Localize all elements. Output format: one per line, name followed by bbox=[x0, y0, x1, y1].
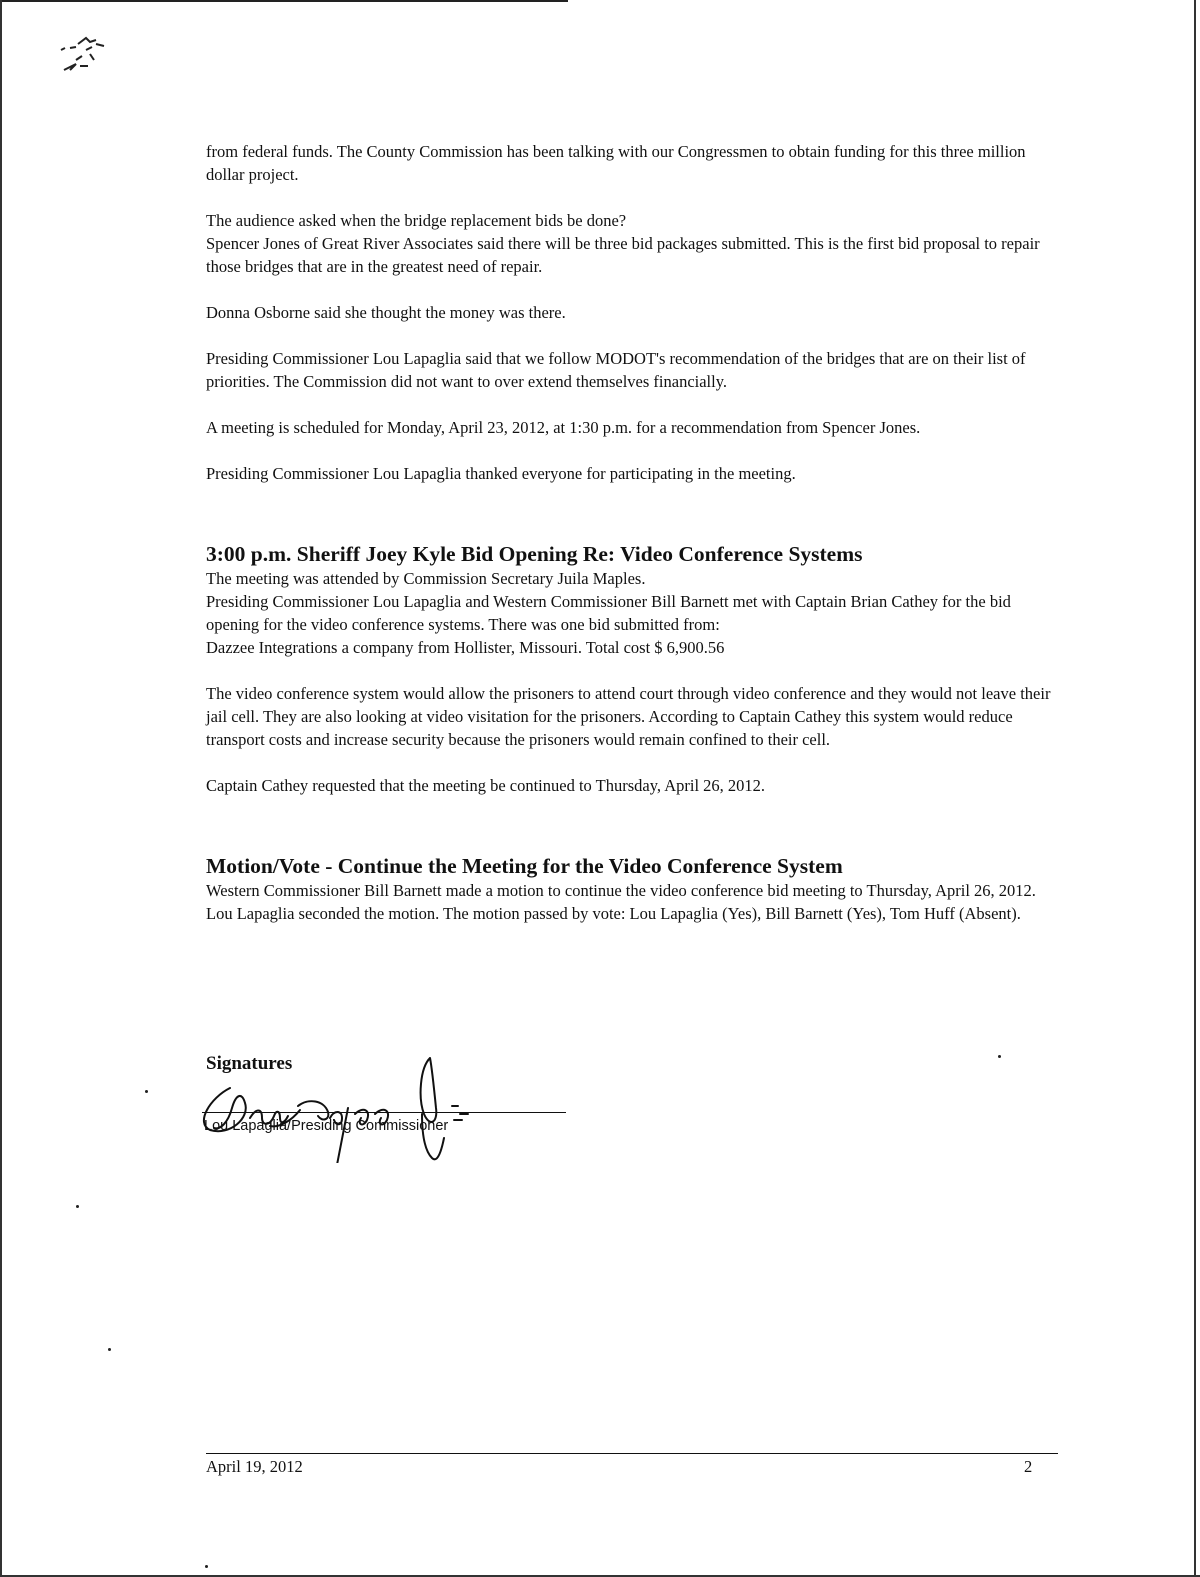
signature-caption: Lou Lapaglia/Presiding Commissioner bbox=[204, 1118, 449, 1134]
scan-left-edge bbox=[0, 0, 2, 1577]
body-paragraph: Captain Cathey requested that the meeting be continued to Thursday, April 26, 2012. bbox=[206, 776, 766, 795]
signatures-heading: Signatures bbox=[206, 1053, 293, 1074]
section-line: Presiding Commissioner Lou Lapaglia and Western Commissioner Bill Barnett met with Captain Brian Cathey for the bid opening for the video conference systems. There was one bid submitted from: bbox=[206, 592, 1011, 634]
body-paragraph: The video conference system would allow the prisoners to attend court through video conference and they would not leave their jail cell. They are also looking at video visitation for the prisoners. According to Captain Cathey this system would reduce transport costs and increase security because the prisoners would remain confined to their cell. bbox=[206, 684, 1051, 749]
section-heading: Motion/Vote - Continue the Meeting for the Video Conference System bbox=[206, 854, 843, 878]
scan-smudge-mark bbox=[56, 30, 156, 90]
body-paragraph: Presiding Commissioner Lou Lapaglia thanked everyone for participating in the meeting. bbox=[206, 464, 796, 483]
footer-rule bbox=[206, 1453, 1058, 1454]
handwritten-signature bbox=[190, 1048, 490, 1163]
body-paragraph: from federal funds. The County Commission has been talking with our Congressmen to obtain funding for this three million dollar project. bbox=[206, 142, 1026, 184]
document-body bbox=[206, 140, 1066, 925]
scan-speck bbox=[205, 1565, 208, 1568]
body-paragraph: Presiding Commissioner Lou Lapaglia said that we follow MODOT's recommendation of the bridges that are on their list of priorities. The Commission did not want to over extend themselves financially. bbox=[206, 349, 1026, 391]
scan-speck bbox=[998, 1055, 1001, 1058]
body-paragraph: A meeting is scheduled for Monday, April 23, 2012, at 1:30 p.m. for a recommendation from Spencer Jones. bbox=[206, 418, 921, 437]
scan-speck bbox=[108, 1348, 111, 1351]
signature-line bbox=[202, 1112, 566, 1113]
footer-date: April 19, 2012 bbox=[206, 1457, 303, 1476]
body-paragraph: The audience asked when the bridge replacement bids be done? bbox=[206, 211, 627, 230]
scan-right-edge bbox=[1194, 0, 1196, 1577]
body-paragraph: Spencer Jones of Great River Associates said there will be three bid packages submitted. This is the first bid proposal to repair those bridges that are in the greatest need of repair. bbox=[206, 234, 1040, 276]
scan-speck bbox=[76, 1205, 79, 1208]
section-line: Lou Lapaglia seconded the motion. The motion passed by vote: Lou Lapaglia (Yes), Bill Barnett (Yes), Tom Huff (Absent). bbox=[206, 904, 1021, 923]
page-number: 2 bbox=[1024, 1457, 1033, 1476]
section-line: The meeting was attended by Commission Secretary Juila Maples. bbox=[206, 569, 646, 588]
body-paragraph: Donna Osborne said she thought the money was there. bbox=[206, 303, 566, 322]
section-heading: 3:00 p.m. Sheriff Joey Kyle Bid Opening Re: Video Conference Systems bbox=[206, 542, 863, 566]
scan-top-edge bbox=[0, 0, 568, 2]
scan-speck bbox=[145, 1090, 148, 1093]
section-line: Western Commissioner Bill Barnett made a motion to continue the video conference bid meeting to Thursday, April 26, 2012. bbox=[206, 881, 1036, 900]
section-line: Dazzee Integrations a company from Hollister, Missouri. Total cost $ 6,900.56 bbox=[206, 638, 725, 657]
